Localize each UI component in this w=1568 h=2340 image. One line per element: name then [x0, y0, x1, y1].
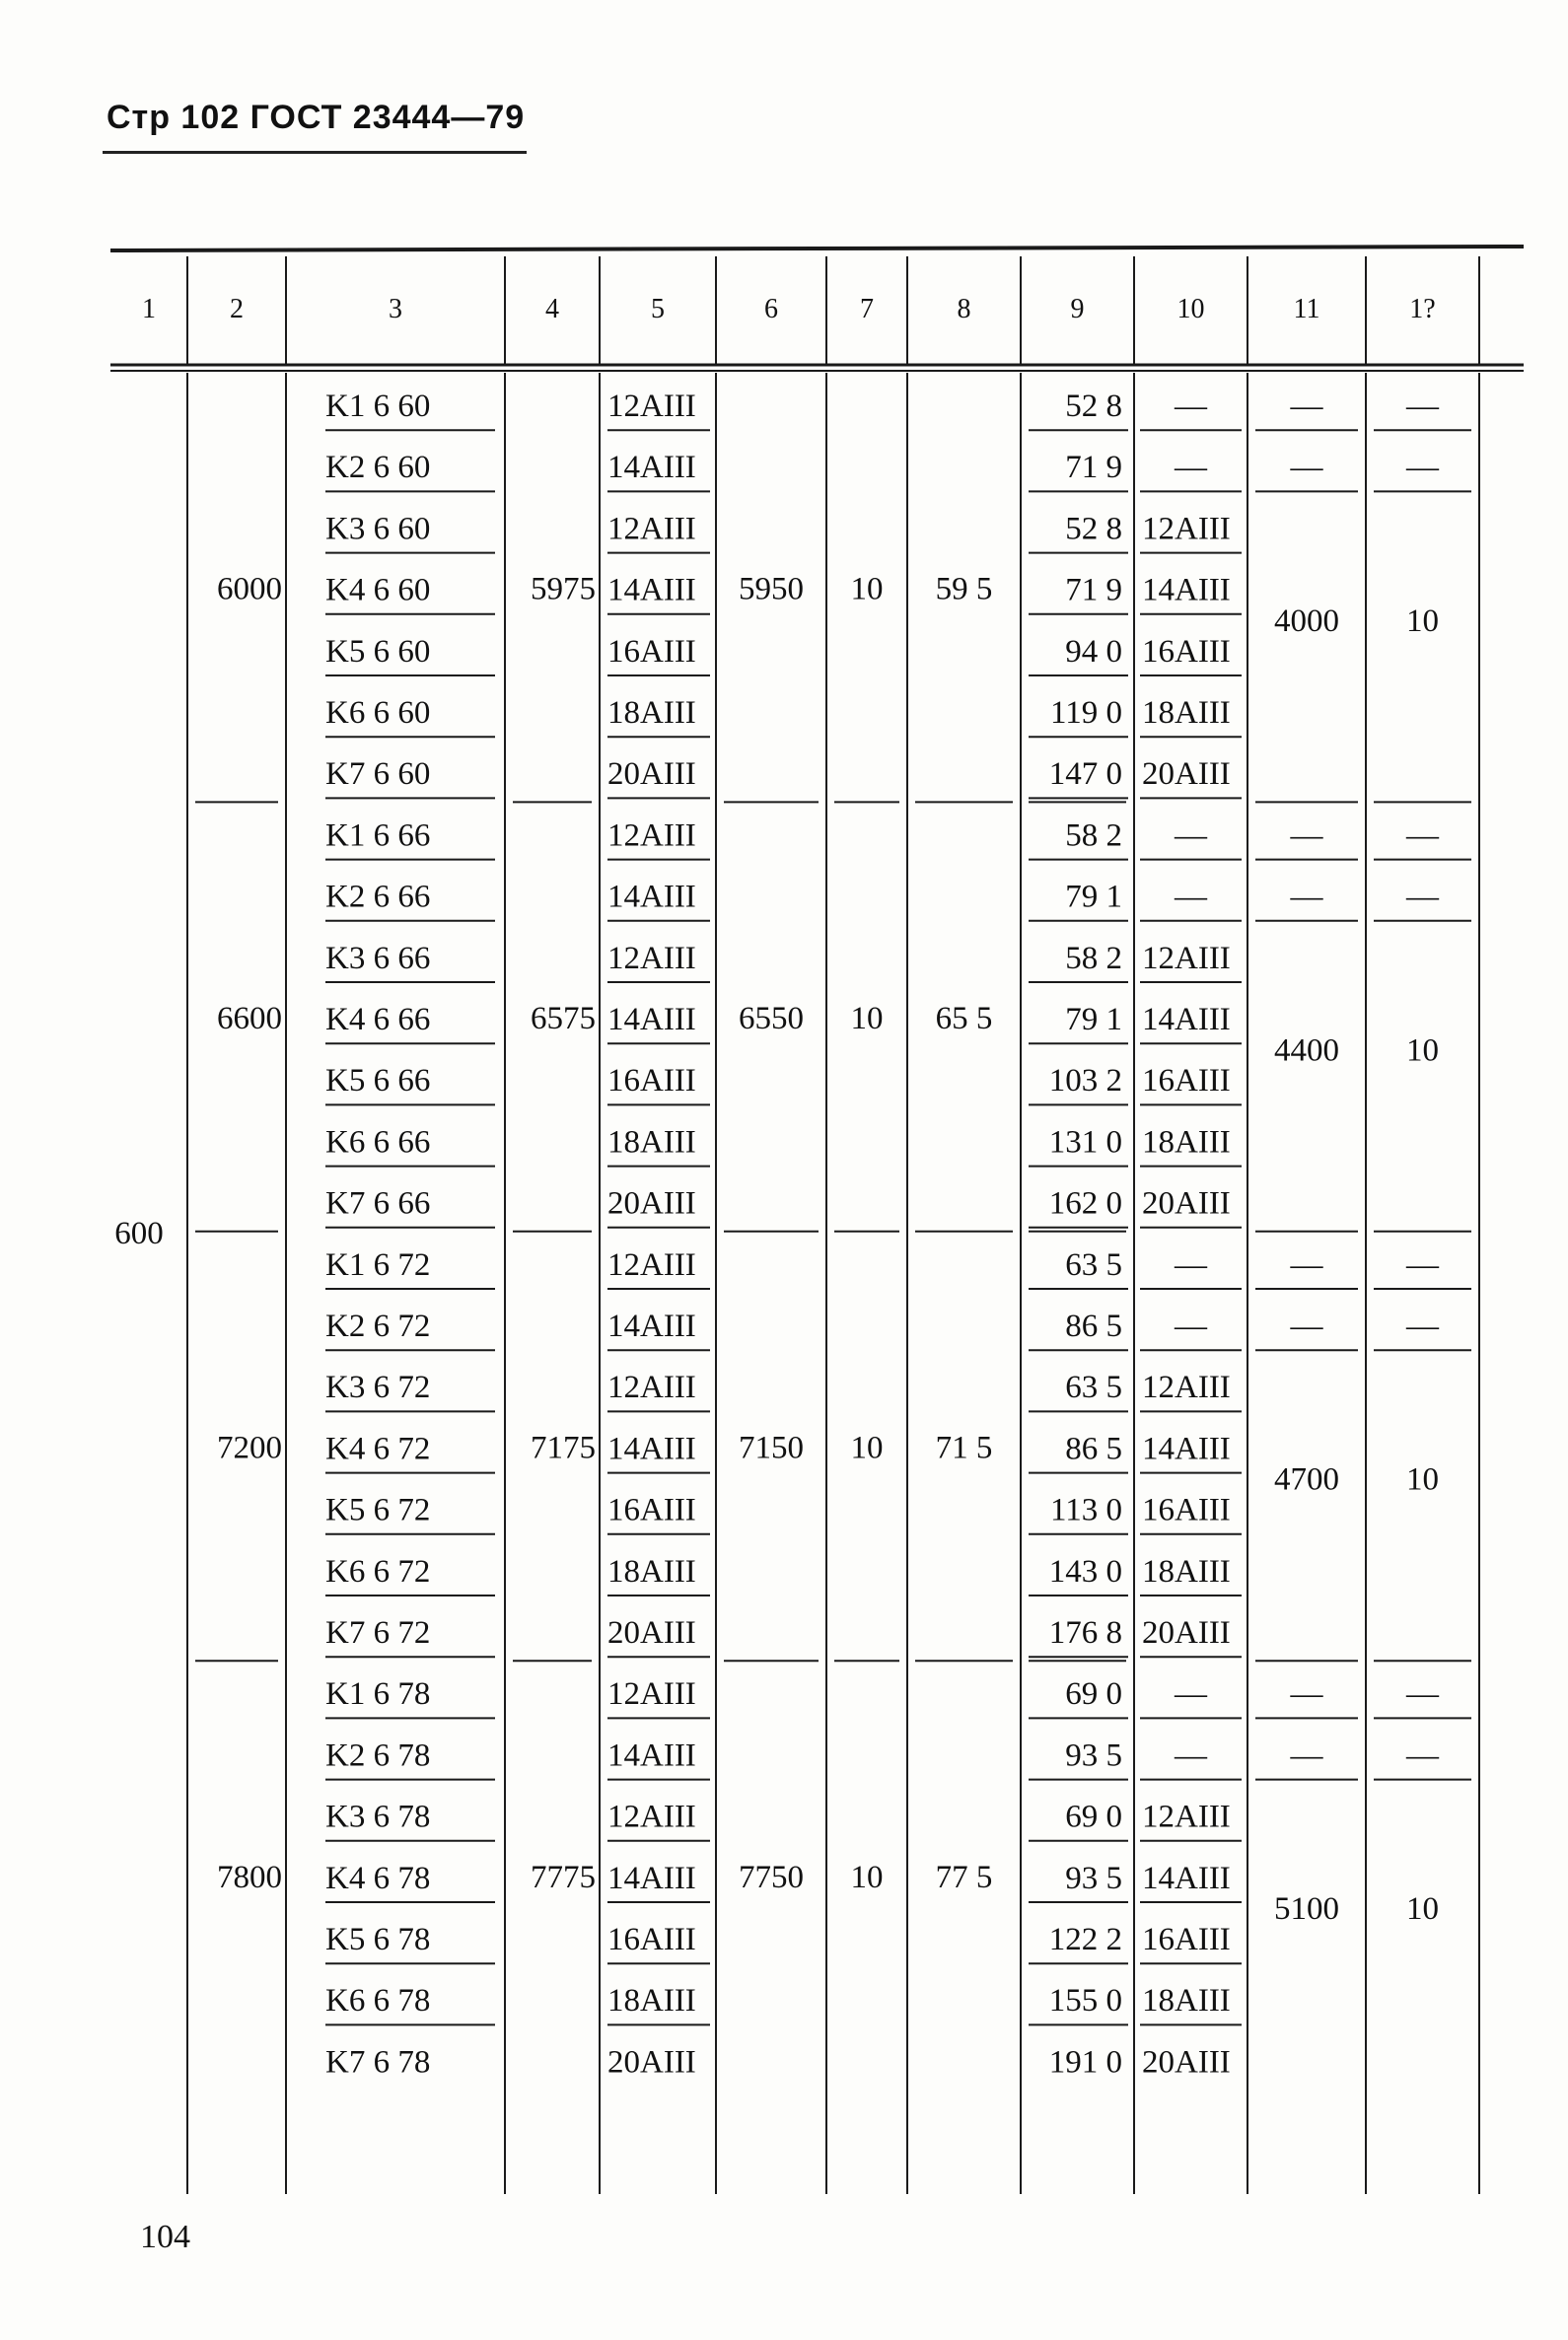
row-col10: 14AIII [1142, 1860, 1231, 1896]
row-mass: 162 0 [1048, 1185, 1122, 1222]
row-col10: 20AIII [1142, 756, 1231, 793]
group-length-value: 6000 [217, 571, 282, 607]
row-col10: 20AIII [1142, 1185, 1231, 1222]
row-col10: 14AIII [1142, 1002, 1231, 1037]
page-number: 104 [140, 2219, 190, 2255]
row-marking: K1 6 60 [325, 389, 431, 424]
row-mass: 131 0 [1048, 1124, 1122, 1161]
group-col8-value: 59 5 [935, 571, 993, 607]
row-marking: K6 6 72 [325, 1553, 431, 1590]
row-marking: K7 6 66 [325, 1185, 431, 1222]
row-mass: 63 5 [1065, 1370, 1122, 1406]
row-mass: 122 2 [1048, 1922, 1122, 1957]
row-marking: K4 6 78 [325, 1860, 431, 1896]
row-marking: K3 6 66 [325, 940, 431, 976]
group-col11-value: 4700 [1274, 1461, 1339, 1498]
row-rebar: 12AIII [607, 511, 696, 547]
row-mass: 58 2 [1065, 817, 1122, 854]
group-col7-value: 10 [850, 1430, 884, 1466]
row-col10: 18AIII [1142, 1124, 1231, 1161]
row-col12: — [1406, 1737, 1439, 1774]
row-mass: 93 5 [1065, 1737, 1122, 1774]
column-header: 4 [545, 294, 559, 324]
row-mass: 52 8 [1065, 511, 1122, 547]
row-mass: 69 0 [1065, 1676, 1122, 1713]
row-marking: K5 6 66 [325, 1063, 431, 1099]
group-col4-value: 7175 [531, 1430, 596, 1466]
column-header: 6 [764, 294, 778, 324]
row-col11: — [1290, 1246, 1323, 1283]
row-marking: K5 6 72 [325, 1492, 431, 1528]
group-col4-value: 5975 [531, 571, 596, 607]
row-col12: — [1406, 879, 1439, 915]
row-col12: — [1406, 1309, 1439, 1344]
column-header: 8 [957, 294, 971, 324]
row-col10: 16AIII [1142, 633, 1231, 670]
row-mass: 69 0 [1065, 1799, 1122, 1835]
row-rebar: 14AIII [607, 450, 696, 486]
group-col12-value: 10 [1406, 1032, 1439, 1069]
table-top-rule [110, 247, 1524, 250]
group-col12-value: 10 [1406, 1461, 1439, 1498]
row-col11: — [1290, 817, 1323, 854]
row-col11: — [1290, 879, 1323, 915]
group-col6-value: 7150 [739, 1430, 804, 1466]
row-marking: K1 6 66 [325, 817, 431, 854]
group-col6-value: 7750 [739, 1859, 804, 1895]
row-rebar: 14AIII [607, 1431, 696, 1467]
group-col8-value: 65 5 [935, 1001, 993, 1037]
row-rebar: 14AIII [607, 1737, 696, 1774]
row-marking: K6 6 60 [325, 695, 431, 731]
row-col10: 16AIII [1142, 1063, 1231, 1099]
column-header: 1? [1409, 294, 1436, 324]
group-length-value: 7200 [217, 1430, 282, 1466]
row-rebar: 14AIII [607, 879, 696, 915]
column-header: 1 [142, 294, 156, 324]
row-marking: K6 6 78 [325, 1983, 431, 2020]
row-col10: 12AIII [1142, 1370, 1231, 1406]
row-col10: — [1175, 389, 1207, 424]
group-col8-value: 77 5 [935, 1859, 993, 1895]
row-rebar: 18AIII [607, 695, 696, 731]
row-marking: K2 6 60 [325, 450, 431, 486]
column-header: 3 [389, 294, 402, 324]
row-mass: 113 0 [1049, 1492, 1122, 1528]
col1-value: 600 [114, 1215, 164, 1251]
row-col12: — [1406, 389, 1439, 424]
row-marking: K3 6 72 [325, 1370, 431, 1406]
row-rebar: 18AIII [607, 1124, 696, 1161]
row-marking: K7 6 72 [325, 1615, 431, 1651]
row-col10: 18AIII [1142, 695, 1231, 731]
row-col12: — [1406, 817, 1439, 854]
row-mass: 71 9 [1065, 572, 1122, 608]
row-col10: — [1175, 879, 1207, 915]
group-col7-value: 10 [850, 1859, 884, 1895]
row-col11: — [1290, 450, 1323, 486]
row-marking: K7 6 78 [325, 2044, 431, 2081]
group-col11-value: 4000 [1274, 603, 1339, 639]
row-marking: K2 6 78 [325, 1737, 431, 1774]
group-col6-value: 6550 [739, 1001, 804, 1037]
group-col7-value: 10 [850, 1001, 884, 1037]
row-rebar: 20AIII [607, 756, 696, 793]
row-col12: — [1406, 1676, 1439, 1713]
column-header: 2 [230, 294, 244, 324]
group-col7-value: 10 [850, 571, 884, 607]
row-rebar: 12AIII [607, 817, 696, 854]
group-col11-value: 4400 [1274, 1032, 1339, 1069]
row-col10: 18AIII [1142, 1983, 1231, 2020]
row-mass: 93 5 [1065, 1860, 1122, 1896]
row-mass: 58 2 [1065, 940, 1122, 976]
row-rebar: 12AIII [607, 940, 696, 976]
row-col10: 12AIII [1142, 940, 1231, 976]
row-marking: K5 6 78 [325, 1922, 431, 1957]
row-mass: 86 5 [1065, 1431, 1122, 1467]
group-col6-value: 5950 [739, 571, 804, 607]
row-rebar: 20AIII [607, 1185, 696, 1222]
row-col10: — [1175, 1246, 1207, 1283]
row-mass: 155 0 [1048, 1983, 1122, 2020]
row-marking: K7 6 60 [325, 756, 431, 793]
row-rebar: 16AIII [607, 1063, 696, 1099]
row-mass: 143 0 [1048, 1553, 1122, 1590]
row-rebar: 14AIII [607, 1309, 696, 1344]
row-rebar: 12AIII [607, 389, 696, 424]
page-header: Стр 102 ГОСТ 23444—79 [107, 99, 526, 136]
row-marking: K2 6 66 [325, 879, 431, 915]
row-col10: 18AIII [1142, 1553, 1231, 1590]
group-col12-value: 10 [1406, 1891, 1439, 1928]
row-marking: K4 6 66 [325, 1002, 431, 1037]
column-header: 11 [1293, 294, 1320, 324]
row-col10: 14AIII [1142, 572, 1231, 608]
row-marking: K5 6 60 [325, 633, 431, 670]
row-col10: — [1175, 1309, 1207, 1344]
row-rebar: 12AIII [607, 1370, 696, 1406]
row-marking: K4 6 60 [325, 572, 431, 608]
row-mass: 94 0 [1065, 633, 1122, 670]
row-col11: — [1290, 1309, 1323, 1344]
row-rebar: 20AIII [607, 2044, 696, 2081]
row-rebar: 16AIII [607, 633, 696, 670]
row-marking: K3 6 78 [325, 1799, 431, 1835]
row-col10: 12AIII [1142, 1799, 1231, 1835]
row-col10: 14AIII [1142, 1431, 1231, 1467]
row-col11: — [1290, 1676, 1323, 1713]
row-mass: 71 9 [1065, 450, 1122, 486]
row-mass: 86 5 [1065, 1309, 1122, 1344]
row-mass: 79 1 [1065, 879, 1122, 915]
row-rebar: 14AIII [607, 572, 696, 608]
row-marking: K1 6 72 [325, 1246, 431, 1283]
group-length-value: 6600 [217, 1001, 282, 1037]
group-col11-value: 5100 [1274, 1891, 1339, 1928]
row-mass: 176 8 [1048, 1615, 1122, 1651]
row-mass: 103 2 [1048, 1063, 1122, 1099]
row-mass: 79 1 [1065, 1002, 1122, 1037]
row-col10: 20AIII [1142, 1615, 1231, 1651]
row-mass: 63 5 [1065, 1246, 1122, 1283]
group-col12-value: 10 [1406, 603, 1439, 639]
column-header: 7 [860, 294, 874, 324]
row-rebar: 12AIII [607, 1676, 696, 1713]
row-mass: 147 0 [1048, 756, 1122, 793]
row-rebar: 14AIII [607, 1002, 696, 1037]
row-col10: — [1175, 817, 1207, 854]
row-col12: — [1406, 1246, 1439, 1283]
row-col10: — [1175, 450, 1207, 486]
row-col10: — [1175, 1676, 1207, 1713]
row-col12: — [1406, 450, 1439, 486]
row-rebar: 18AIII [607, 1983, 696, 2020]
row-rebar: 20AIII [607, 1615, 696, 1651]
row-marking: K6 6 66 [325, 1124, 431, 1161]
row-rebar: 16AIII [607, 1492, 696, 1528]
row-mass: 191 0 [1048, 2044, 1122, 2081]
column-header: 10 [1176, 294, 1205, 324]
row-col10: — [1175, 1737, 1207, 1774]
row-mass: 119 0 [1049, 695, 1122, 731]
row-rebar: 12AIII [607, 1799, 696, 1835]
row-mass: 52 8 [1065, 389, 1122, 424]
row-marking: K1 6 78 [325, 1676, 431, 1713]
group-length-value: 7800 [217, 1859, 282, 1895]
group-col8-value: 71 5 [935, 1430, 993, 1466]
row-col11: — [1290, 1737, 1323, 1774]
row-marking: K4 6 72 [325, 1431, 431, 1467]
row-col10: 16AIII [1142, 1492, 1231, 1528]
row-marking: K3 6 60 [325, 511, 431, 547]
row-col10: 16AIII [1142, 1922, 1231, 1957]
row-marking: K2 6 72 [325, 1309, 431, 1344]
row-rebar: 18AIII [607, 1553, 696, 1590]
row-col10: 20AIII [1142, 2044, 1231, 2081]
group-col4-value: 6575 [531, 1001, 596, 1037]
column-header: 5 [651, 294, 665, 324]
row-rebar: 16AIII [607, 1922, 696, 1957]
column-header: 9 [1070, 294, 1085, 324]
row-rebar: 12AIII [607, 1246, 696, 1283]
row-col11: — [1290, 389, 1323, 424]
row-rebar: 14AIII [607, 1860, 696, 1896]
group-col4-value: 7775 [531, 1859, 596, 1895]
row-col10: 12AIII [1142, 511, 1231, 547]
